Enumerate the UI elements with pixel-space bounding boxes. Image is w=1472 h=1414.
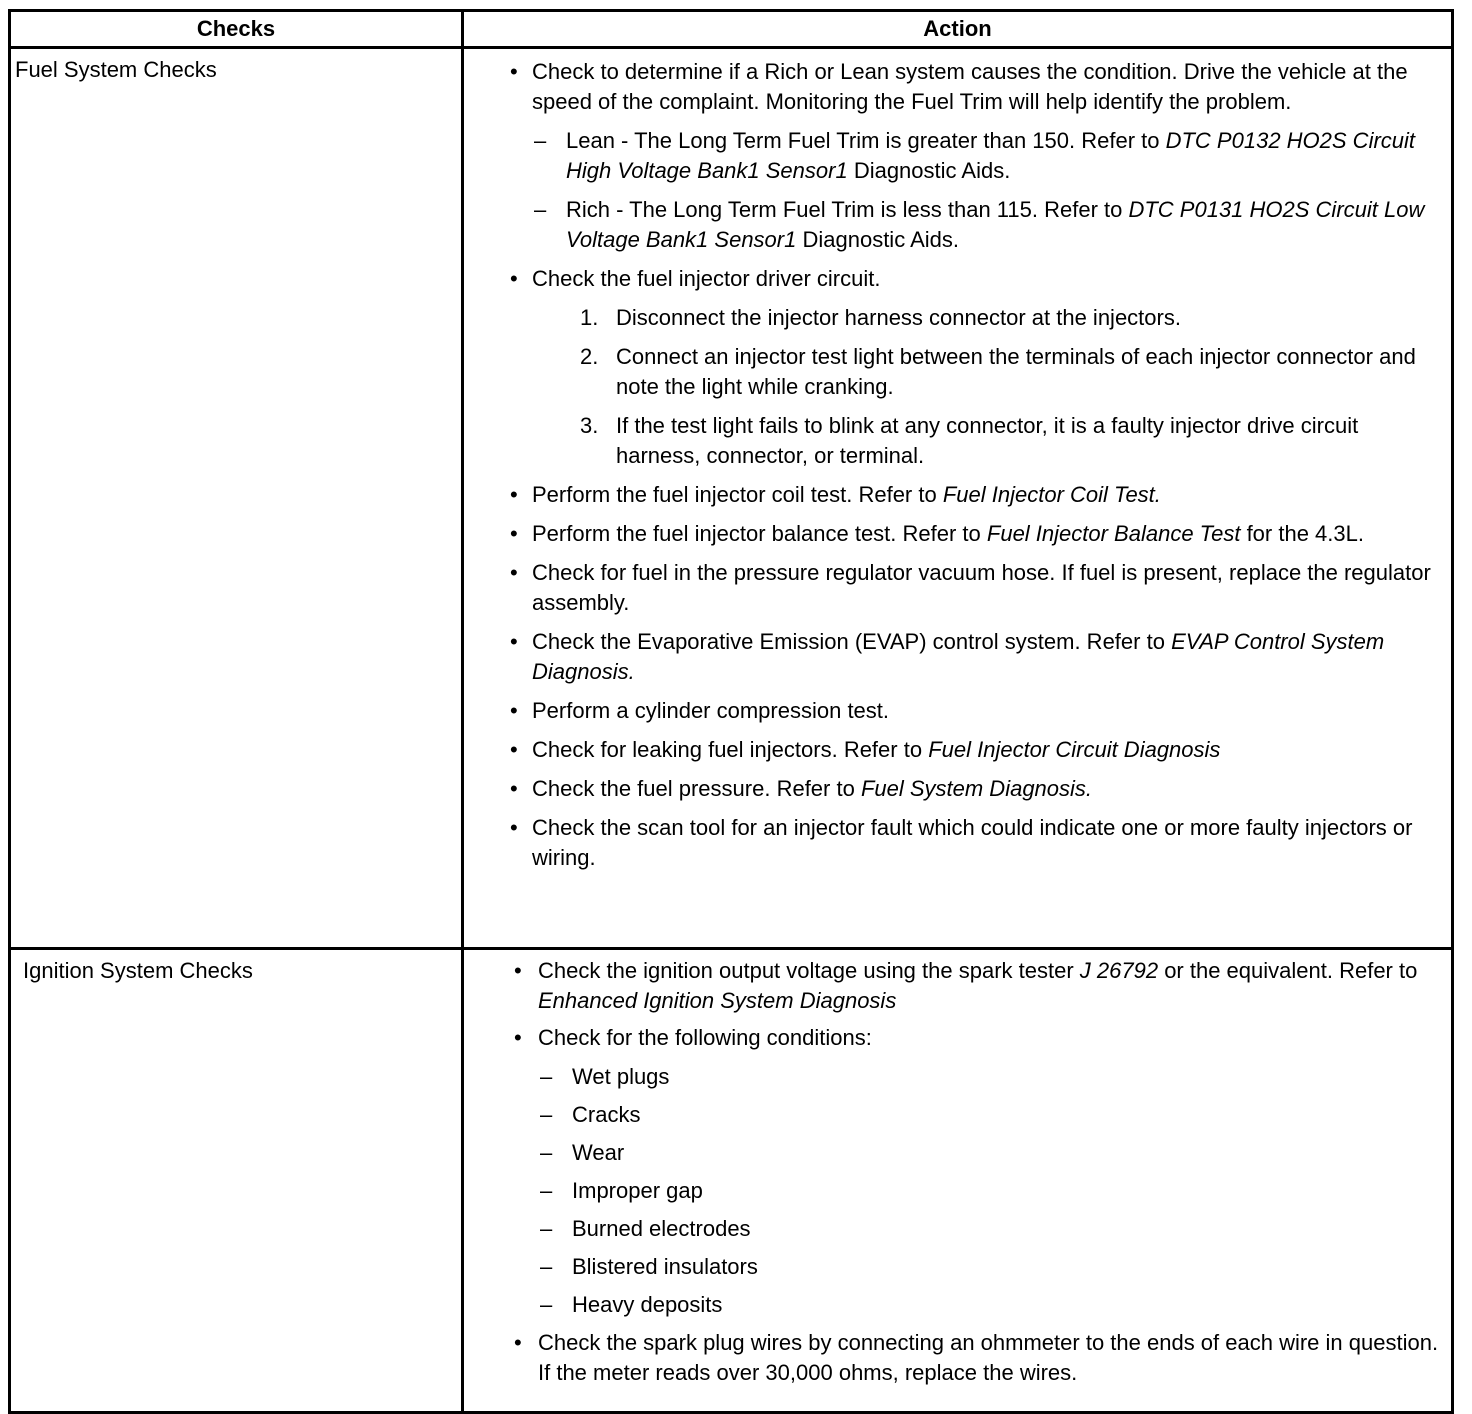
fuel-trim-sublist	[532, 126, 1447, 255]
action-text: Check for fuel in the pressure regulator vacuum hose. If fuel is present, replace the regulator assembly.	[532, 560, 1431, 615]
list-item	[464, 1023, 1447, 1320]
list-item	[464, 956, 1447, 1016]
header-action: Action	[463, 11, 1453, 48]
step-item	[532, 342, 1447, 402]
reference-link: Fuel Injector Coil Test.	[942, 482, 1161, 507]
list-item	[538, 1252, 1447, 1282]
check-label-ignition: Ignition System Checks	[10, 949, 463, 1413]
rich-tail: Diagnostic Aids.	[796, 227, 959, 252]
dash-glyph: –	[534, 197, 547, 222]
action-text: Check for the following conditions:	[538, 1025, 872, 1050]
bullet-glyph: •	[514, 1330, 522, 1355]
list-item	[538, 1138, 1447, 1168]
action-tail: for the 4.3L.	[1240, 521, 1364, 546]
step-number: 3.	[580, 413, 599, 438]
list-item	[464, 480, 1447, 510]
bullet-glyph: •	[510, 629, 518, 654]
dash-glyph: –	[540, 1178, 553, 1203]
tool-reference: J 26792	[1079, 958, 1159, 983]
dash-glyph: –	[540, 1254, 553, 1279]
bullet-glyph: •	[510, 560, 518, 585]
list-item	[464, 519, 1447, 549]
diagnostic-checks-table	[8, 9, 1454, 1414]
action-cell-ignition	[463, 949, 1453, 1413]
bullet-glyph: •	[514, 1025, 522, 1050]
action-text: Check for leaking fuel injectors. Refer to	[532, 737, 929, 762]
condition-text: Heavy deposits	[572, 1292, 723, 1317]
list-item	[538, 1176, 1447, 1206]
lean-text: Lean - The Long Term Fuel Trim is greater than 150. Refer to	[566, 128, 1166, 153]
reference-link: Enhanced Ignition System Diagnosis	[538, 988, 897, 1013]
rich-reference: DTC P0131 HO2S Circuit Low Voltage Bank1 Sensor1	[566, 197, 1425, 252]
list-item	[464, 57, 1447, 255]
step-text: If the test light fails to blink at any connector, it is a faulty injector drive circuit harness, connector, or terminal.	[616, 413, 1359, 468]
action-text: Check the Evaporative Emission (EVAP) control system. Refer to	[532, 629, 1172, 654]
action-text: Check the fuel pressure. Refer to	[532, 776, 861, 801]
bullet-glyph: •	[510, 482, 518, 507]
list-item	[464, 813, 1447, 873]
dash-glyph: –	[540, 1140, 553, 1165]
list-item	[538, 1290, 1447, 1320]
dash-glyph: –	[534, 128, 547, 153]
action-text: Check the ignition output voltage using the spark tester	[538, 958, 1080, 983]
list-item	[464, 264, 1447, 471]
list-item	[538, 1214, 1447, 1244]
action-cell-fuel	[463, 48, 1453, 949]
condition-text: Wet plugs	[572, 1064, 670, 1089]
header-checks: Checks	[10, 11, 463, 48]
header-row	[10, 11, 1453, 48]
action-text: Perform the fuel injector coil test. Refer to	[532, 482, 943, 507]
dash-glyph: –	[540, 1292, 553, 1317]
action-text: Check the scan tool for an injector fault which could indicate one or more faulty injectors or wiring.	[532, 815, 1413, 870]
condition-text: Wear	[572, 1140, 625, 1165]
table-row-ignition-system	[10, 949, 1453, 1413]
list-item	[464, 696, 1447, 726]
list-item	[532, 195, 1447, 255]
action-text: Perform a cylinder compression test.	[532, 698, 890, 723]
step-number: 1.	[580, 305, 599, 330]
action-text: Check the fuel injector driver circuit.	[532, 266, 881, 291]
dash-glyph: –	[540, 1216, 553, 1241]
fuel-action-list	[464, 49, 1451, 873]
list-item	[464, 774, 1447, 804]
reference-link: Fuel Injector Balance Test	[986, 521, 1241, 546]
lean-reference: DTC P0132 HO2S Circuit High Voltage Bank1 Sensor1	[566, 128, 1416, 183]
bullet-glyph: •	[514, 958, 522, 983]
list-item	[538, 1100, 1447, 1130]
check-label-fuel: Fuel System Checks	[10, 48, 463, 949]
step-text: Connect an injector test light between the terminals of each injector connector and note the light while cranking.	[616, 344, 1416, 399]
action-mid: or the equivalent. Refer to	[1158, 958, 1418, 983]
step-text: Disconnect the injector harness connector at the injectors.	[616, 305, 1181, 330]
list-item	[464, 627, 1447, 687]
step-number: 2.	[580, 344, 599, 369]
reference-link: Fuel Injector Circuit Diagnosis	[928, 737, 1221, 762]
bullet-glyph: •	[510, 815, 518, 840]
list-item	[532, 126, 1447, 186]
action-text: Perform the fuel injector balance test. Refer to	[532, 521, 987, 546]
reference-link: Fuel System Diagnosis.	[860, 776, 1093, 801]
action-text: Check to determine if a Rich or Lean system causes the condition. Drive the vehicle at the speed of the complaint. Monitoring the Fuel Trim will help identify the problem.	[532, 59, 1408, 114]
injector-steps	[532, 303, 1447, 471]
dash-glyph: –	[540, 1064, 553, 1089]
table-row-fuel-system	[10, 48, 1453, 949]
list-item	[464, 735, 1447, 765]
list-item	[464, 1328, 1447, 1388]
ignition-action-list	[464, 950, 1451, 1388]
bullet-glyph: •	[510, 737, 518, 762]
step-item	[532, 303, 1447, 333]
condition-text: Cracks	[572, 1102, 641, 1127]
conditions-sublist	[538, 1062, 1447, 1320]
rich-text: Rich - The Long Term Fuel Trim is less than 115. Refer to	[566, 197, 1129, 222]
lean-tail: Diagnostic Aids.	[847, 158, 1011, 183]
reference-link: EVAP Control System Diagnosis.	[532, 629, 1385, 684]
condition-text: Burned electrodes	[572, 1216, 751, 1241]
list-item	[538, 1062, 1447, 1092]
bullet-glyph: •	[510, 698, 518, 723]
dash-glyph: –	[540, 1102, 553, 1127]
step-item	[532, 411, 1447, 471]
bullet-glyph: •	[510, 59, 518, 84]
condition-text: Blistered insulators	[572, 1254, 758, 1279]
bullet-glyph: •	[510, 521, 518, 546]
bullet-glyph: •	[510, 266, 518, 291]
list-item	[464, 558, 1447, 618]
bullet-glyph: •	[510, 776, 518, 801]
action-text: Check the spark plug wires by connecting an ohmmeter to the ends of each wire in question. If the meter reads over 30,000 ohms, replace the wires.	[538, 1330, 1439, 1385]
condition-text: Improper gap	[572, 1178, 703, 1203]
